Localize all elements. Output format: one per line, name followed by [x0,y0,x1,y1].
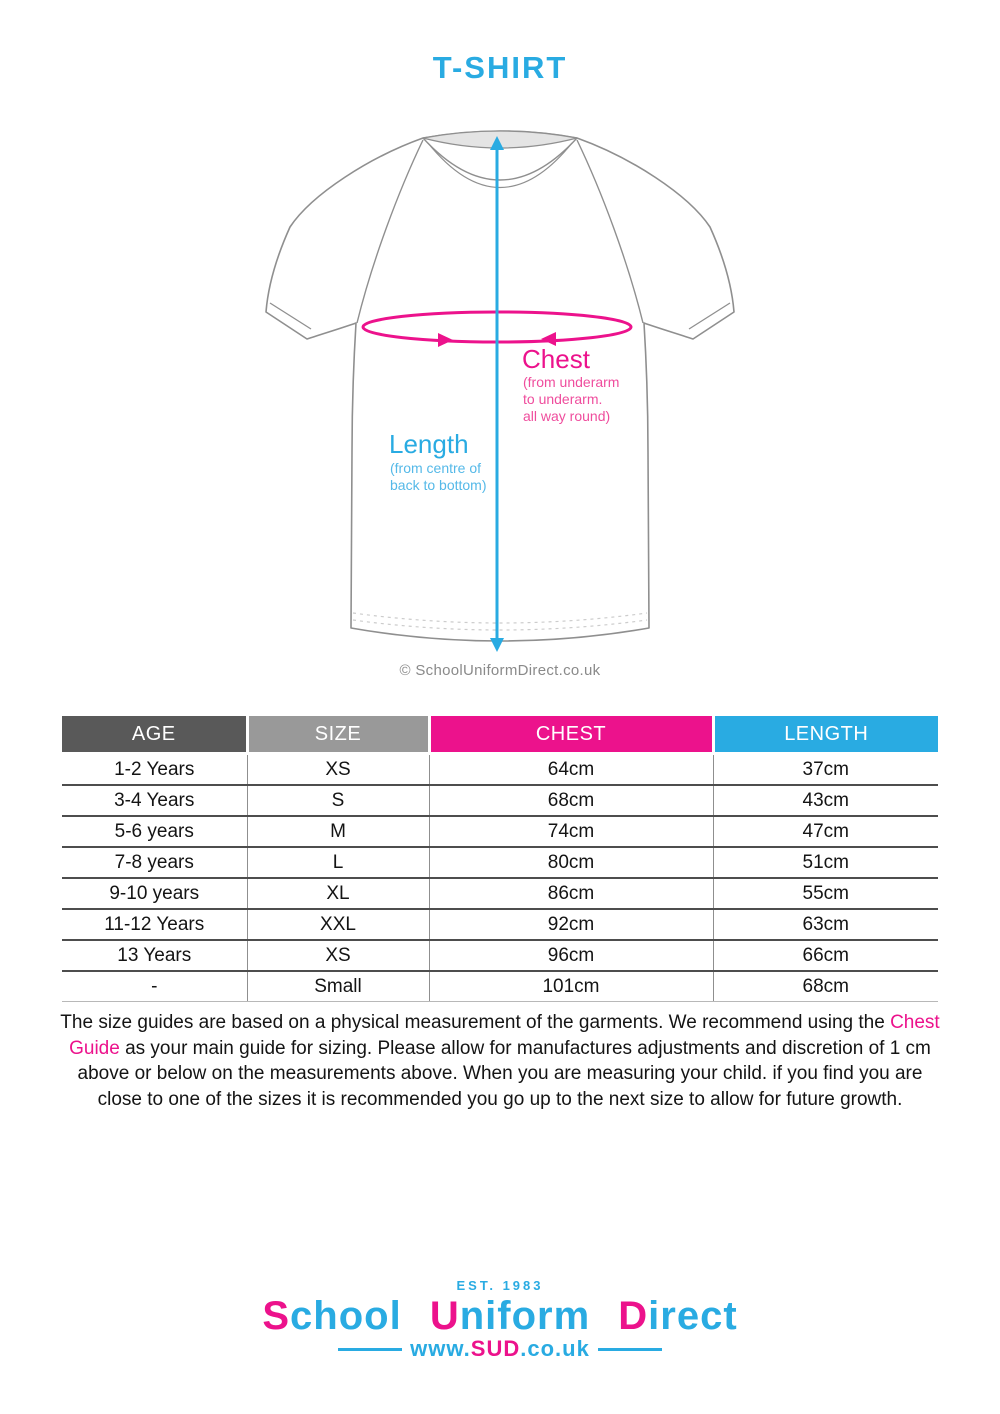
size-cell: Small [247,971,429,1002]
chest-sub-line: (from underarm [523,374,620,390]
chest-guide-highlight: Chest Guide [69,1012,940,1059]
tshirt-illustration [250,112,750,657]
column-header-age: AGE [62,716,247,754]
table-row [62,754,938,786]
age-cell: 9-10 years [62,878,247,909]
column-header-chest: CHEST [429,716,713,754]
brand-initial: U [429,1294,460,1338]
size-cell: XS [247,754,429,786]
brand-word-rest: niform [459,1294,591,1338]
tagline-dash-left [338,1348,402,1351]
chest-cell: 80cm [429,847,713,878]
age-cell: 7-8 years [62,847,247,878]
brand-word-rest: irect [648,1294,738,1338]
tagline-www: www. [410,1336,471,1361]
size-table [62,716,938,1002]
chest-cell: 96cm [429,940,713,971]
brand-wordmark [0,1294,1000,1338]
brand-logo [0,1278,1000,1362]
brand-word-school [262,1294,401,1338]
chest-measure-label: Chest [522,344,590,374]
size-cell: XXL [247,909,429,940]
tagline-dash-right [598,1348,662,1351]
tshirt-diagram [250,112,750,657]
table-row [62,878,938,909]
column-header-size: SIZE [247,716,429,754]
chest-sub-line: all way round) [523,408,611,424]
length-measure-label: Length [389,429,469,459]
size-table-header-row [62,716,938,754]
column-header-length: LENGTH [713,716,938,754]
chest-cell: 101cm [429,971,713,1002]
brand-tagline [0,1336,1000,1362]
table-row [62,940,938,971]
note-text-after: as your main guide for sizing. Please allow for manufactures adjustments and discretion of 1 cm above or below on the measurements above. When you are measuring your child. if you find you are close to one of the sizes it is recommended you go up to the next size to allow for future growth. [77,1037,931,1110]
age-cell: 1-2 Years [114,758,195,780]
length-measure-description [390,460,487,494]
size-cell: M [247,816,429,847]
age-cell: 13 Years [62,940,247,971]
tagline-sud: SUD [470,1336,521,1361]
brand-initial: S [262,1294,291,1338]
table-row [62,847,938,878]
length-arrowhead-bottom [490,638,504,652]
length-cell: 63cm [713,909,938,940]
age-cell: 5-6 years [62,816,247,847]
table-row [62,785,938,816]
brand-word-rest: chool [290,1294,402,1338]
page-title: T-SHIRT [432,50,568,85]
length-sub-line: back to bottom) [390,477,487,493]
chest-sub-line: to underarm. [523,391,603,407]
brand-word-direct [618,1294,737,1338]
table-row [62,909,938,940]
brand-initial: D [618,1294,649,1338]
length-cell: 68cm [713,971,938,1002]
size-cell: XL [247,878,429,909]
length-cell: 66cm [713,940,938,971]
tagline-couk: .co.uk [520,1336,590,1361]
copyright-text: © SchoolUniformDirect.co.uk [399,662,601,679]
length-cell: 37cm [713,754,938,786]
chest-cell: 68cm [429,785,713,816]
tshirt-outline [266,131,734,641]
chest-cell: 86cm [429,878,713,909]
length-sub-line: (from centre of [390,460,482,476]
length-cell: 55cm [713,878,938,909]
size-cell: XS [247,940,429,971]
brand-word-uniform [430,1294,590,1338]
size-cell: S [247,785,429,816]
chest-cell: 92cm [429,909,713,940]
length-cell: 47cm [713,816,938,847]
length-cell: 51cm [713,847,938,878]
age-cell: 3-4 Years [62,785,247,816]
note-text-before: The size guides are based on a physical measurement of the garments. We recommend using the [60,1012,891,1033]
length-cell: 43cm [713,785,938,816]
table-row [62,816,938,847]
brand-est-text: EST. 1983 [456,1278,544,1293]
chest-cell: 74cm [429,816,713,847]
sizing-note [55,1010,945,1112]
table-row [62,971,938,1002]
age-cell: - [62,971,247,1002]
chest-measure-description [523,374,619,425]
size-cell: L [247,847,429,878]
chest-cell: 64cm [429,754,713,786]
age-cell: 11-12 Years [62,909,247,940]
